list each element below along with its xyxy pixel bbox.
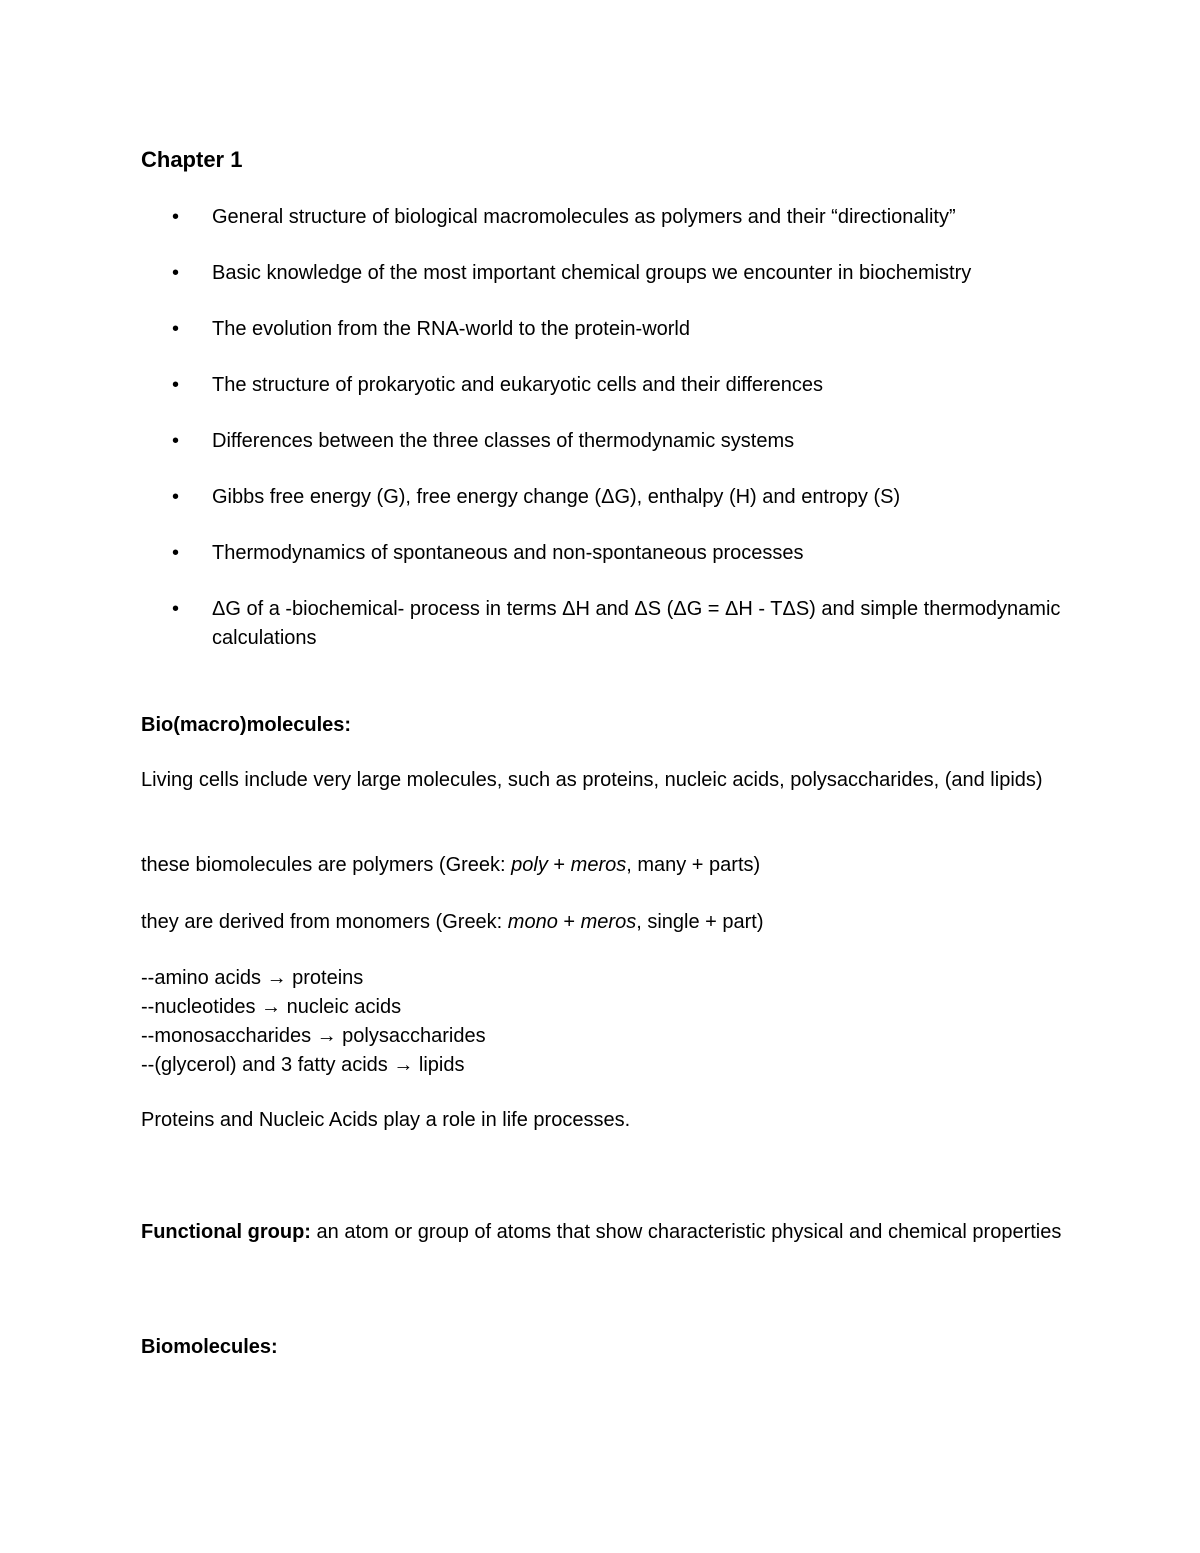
bullet-icon: • bbox=[172, 206, 180, 228]
functional-group-term: Functional group: bbox=[141, 1221, 311, 1243]
functional-group-paragraph bbox=[141, 1218, 1071, 1247]
closing-sentence: Proteins and Nucleic Acids play a role in life processes. bbox=[141, 1109, 631, 1131]
chapter-title: Chapter 1 bbox=[141, 147, 243, 172]
objective-text: General structure of biological macromolecules as polymers and their “directionality” bbox=[212, 206, 956, 228]
list-item bbox=[141, 371, 1071, 400]
monomer-conversion-list bbox=[141, 964, 1071, 1080]
bullet-icon: • bbox=[172, 598, 180, 620]
list-item bbox=[141, 483, 1071, 512]
list-item bbox=[141, 203, 1071, 232]
polymers-prefix: these biomolecules are polymers (Greek: bbox=[141, 854, 512, 876]
intro-paragraph: Living cells include very large molecules, such as proteins, nucleic acids, polysaccharides, (and lipids) bbox=[141, 769, 1043, 791]
polymers-paragraph bbox=[141, 851, 1071, 880]
plus-sign: + bbox=[557, 911, 581, 933]
polymers-suffix: , many + parts) bbox=[626, 854, 761, 876]
objective-text: Gibbs free energy (G), free energy change (ΔG), enthalpy (H) and entropy (S) bbox=[212, 486, 901, 508]
bullet-icon: • bbox=[172, 262, 180, 284]
objective-text: Basic knowledge of the most important chemical groups we encounter in biochemistry bbox=[212, 262, 972, 284]
monomers-suffix: , single + part) bbox=[636, 911, 764, 933]
learning-objectives-list bbox=[141, 203, 1071, 680]
objective-text: ΔG of a -biochemical- process in terms ΔH and ΔS (ΔG = ΔH - TΔS) and simple thermodynamic calculations bbox=[212, 598, 1061, 649]
monomers-prefix: they are derived from monomers (Greek: bbox=[141, 911, 508, 933]
list-item: --nucleotides → nucleic acids bbox=[141, 996, 402, 1018]
objective-text: The structure of prokaryotic and eukaryotic cells and their differences bbox=[212, 374, 824, 396]
list-item bbox=[141, 259, 1071, 288]
bullet-icon: • bbox=[172, 542, 180, 564]
list-item bbox=[141, 595, 1071, 653]
bullet-icon: • bbox=[172, 430, 180, 452]
greek-term-mono: mono bbox=[507, 911, 558, 933]
biomacromolecules-heading: Bio(macro)molecules: bbox=[141, 714, 352, 736]
list-item: --monosaccharides → polysaccharides bbox=[141, 1025, 486, 1047]
greek-term-meros: meros bbox=[580, 911, 637, 933]
list-item bbox=[141, 427, 1071, 456]
monomers-paragraph bbox=[141, 908, 1071, 937]
list-item: --(glycerol) and 3 fatty acids → lipids bbox=[141, 1054, 465, 1076]
greek-term-meros: meros bbox=[570, 854, 627, 876]
bullet-icon: • bbox=[172, 486, 180, 508]
bullet-icon: • bbox=[172, 318, 180, 340]
objective-text: The evolution from the RNA-world to the protein-world bbox=[212, 318, 690, 340]
objective-text: Differences between the three classes of thermodynamic systems bbox=[212, 430, 795, 452]
greek-term-poly: poly bbox=[511, 854, 548, 876]
bullet-icon: • bbox=[172, 374, 180, 396]
plus-sign: + bbox=[547, 854, 571, 876]
list-item: --amino acids → proteins bbox=[141, 967, 364, 989]
list-item bbox=[141, 315, 1071, 344]
list-item bbox=[141, 539, 1071, 568]
biomolecules-heading: Biomolecules: bbox=[141, 1336, 278, 1358]
functional-group-definition: an atom or group of atoms that show characteristic physical and chemical properties bbox=[310, 1221, 1062, 1243]
objective-text: Thermodynamics of spontaneous and non-spontaneous processes bbox=[212, 542, 804, 564]
